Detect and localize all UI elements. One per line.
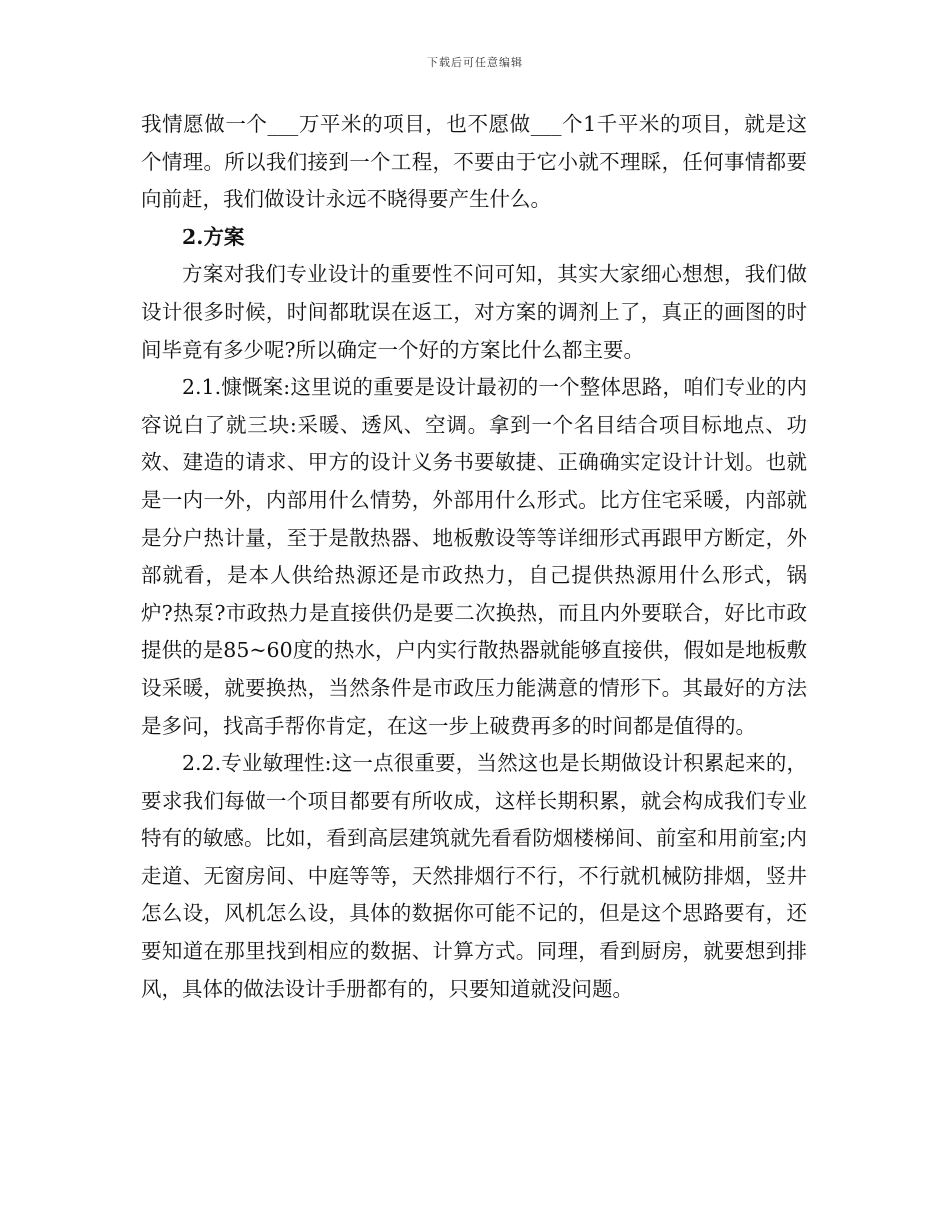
page-header: 下载后可任意编辑	[427, 56, 523, 69]
paragraph-plan-intro: 方案对我们专业设计的重要性不问可知，其实大家细心想想，我们做设计很多时候，时间都耽误在返工，对方案的调剂上了，真正的画图的时间毕竟有多少呢?所以确定一个好的方案比什么都主要。	[141, 262, 807, 362]
paragraph-section-2-1: 2.1.慷慨案:这里说的重要是设计最初的一个整体思路，咱们专业的内容说白了就三块:采暖、透风、空调。拿到一个名目结合项目标地点、功效、建造的请求、甲方的设计义务书要敏捷、正确确实定设计计划。也就是一内一外，内部用什么情势，外部用什么形式。比方住宅采暖，内部就是分户热计量，至于是散热器、地板敷设等等详细形式再跟甲方断定，外部就看，是本人供给热源还是市政热力，自己提供热源用什么形式，锅炉?热泵?市政热力是直接供仍是要二次换热，而且内外要联合，好比市政提供的是85~60度的热水，户内实行散热器就能够直接供，假如是地板敷设采暖，就要换热，当然条件是市政压力能满意的情形下。其最好的方法是多问，找高手帮你肯定，在这一步上破费再多的时间都是值得的。	[141, 375, 807, 738]
paragraph-continuation: 我情愿做一个___万平米的项目，也不愿做___个1千平米的项目，就是这个情理。所以我们接到一个工程，不要由于它小就不理睬，任何事情都要向前赶，我们做设计永远不晓得要产生什么。	[141, 112, 807, 212]
paragraph-section-2-2: 2.2.专业敏理性:这一点很重要，当然这也是长期做设计积累起来的，要求我们每做一个项目都要有所收成，这样长期积累，就会构成我们专业特有的敏感。比如，看到高层建筑就先看看防烟楼梯间、前室和用前室;内走道、无窗房间、中庭等等，天然排烟行不行，不行就机械防排烟，竖井怎么设，风机怎么设，具体的数据你可能不记的，但是这个思路要有，还要知道在那里找到相应的数据、计算方式。同理，看到厨房，就要想到排风，具体的做法设计手册都有的，只要知道就没问题。	[141, 751, 807, 1001]
section-heading-plan: 2.方案	[182, 224, 245, 249]
document-body	[141, 106, 807, 1008]
